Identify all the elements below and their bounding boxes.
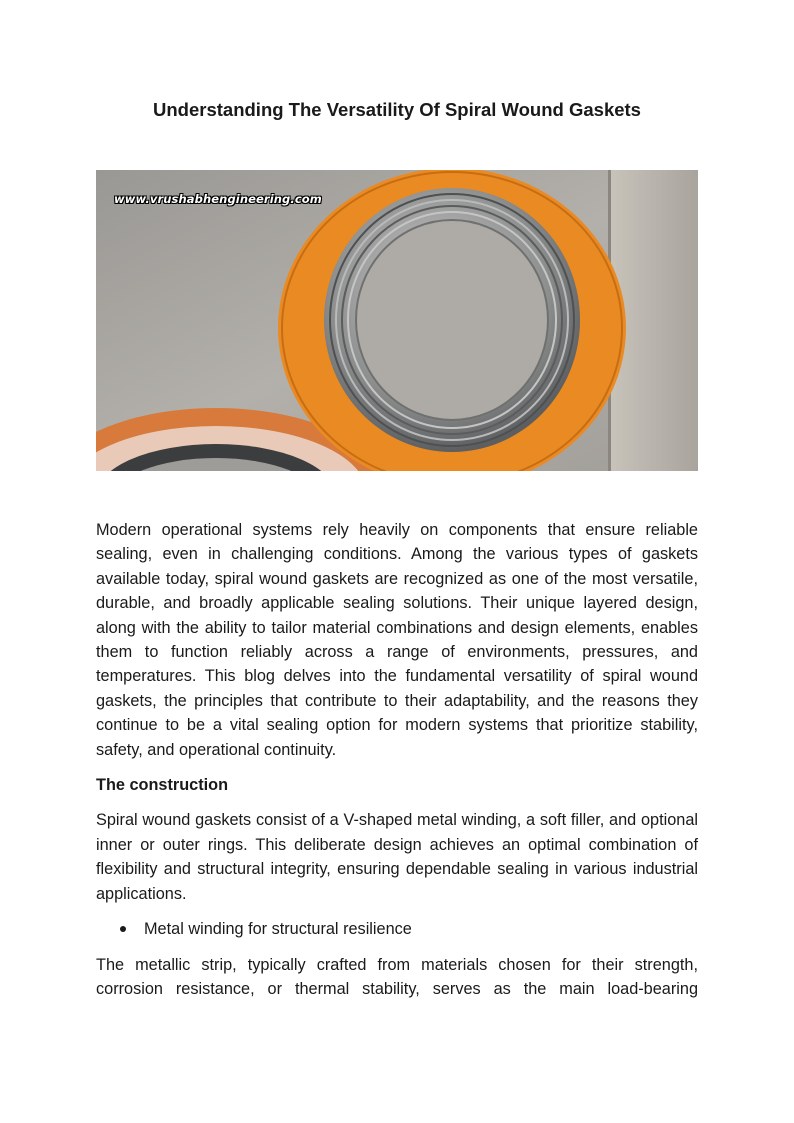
intro-paragraph: Modern operational systems rely heavily on components that ensure reliable sealing, even in challenging conditions. Among the various types of gaskets available today, spiral wound gaskets are recognized as one of the most versatile, durable, and broadly applicable sealing solutions. Their unique layered design, along with the ability to tailor material combinations and design elements, enables them to function reliably across a range of environments, pressures, and temperatures. This blog delves into the fundamental versatility of spiral wound gaskets, the principles that contribute to their adaptability, and the reasons they continue to be a vital sealing option for modern systems that prioritize stability, safety, and operational continuity. [96,521,698,759]
article-body [96,518,698,1012]
bullet-icon [120,926,126,932]
gasket-photo [96,170,698,471]
document-title: Understanding The Versatility Of Spiral Wound Gaskets [153,99,641,120]
gasket-photo-illustration [96,170,698,471]
photo-watermark: www.vrushabhengineering.com [114,192,322,206]
bullet-paragraph: The metallic strip, typically crafted from materials chosen for their strength, corrosion resistance, or thermal stability, serves as the main load-bearing [96,955,698,998]
section-paragraph: Spiral wound gaskets consist of a V-shaped metal winding, a soft filler, and optional inner or outer rings. This deliberate design achieves an optimal combination of flexibility and structural integrity, ensuring dependable sealing in various industrial applications. [96,811,698,903]
list-item [96,917,698,941]
bullet-text: Metal winding for structural resilience [144,920,412,939]
bullet-list [96,917,698,941]
section-heading: The construction [96,776,229,795]
